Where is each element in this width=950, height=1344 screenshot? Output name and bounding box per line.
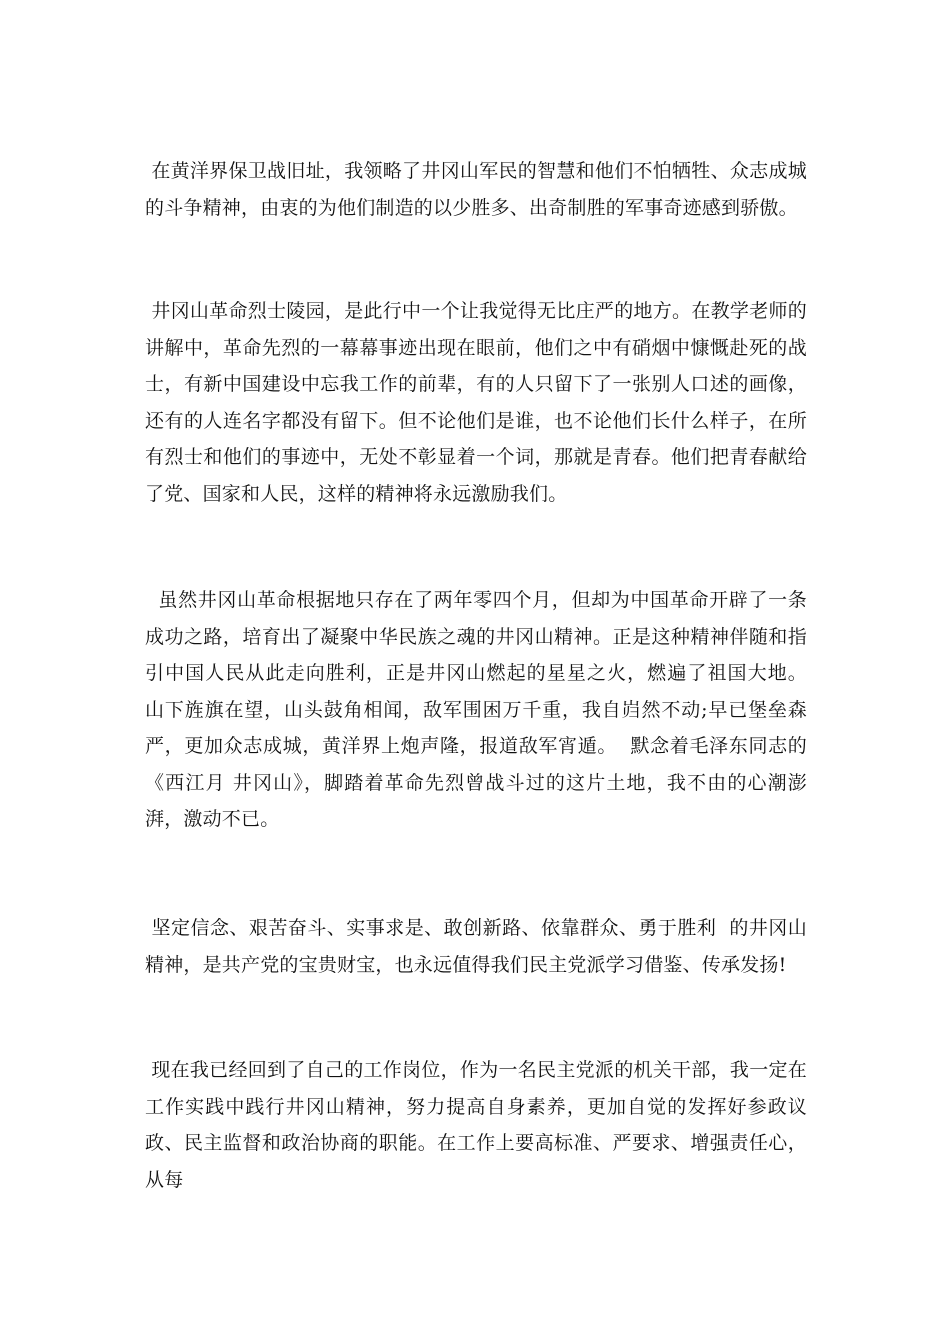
paragraph-revolutionary-base: 虽然井冈山革命根据地只存在了两年零四个月，但却为中国革命开辟了一条成功之路，培育出了凝聚中华民族之魂的井冈山精神。正是这种精神伴随和指引中国人民从此走向胜利，正是井冈山燃起的星星之火，燃遍了祖国大地。 山下旌旗在望，山头鼓角相闻，敌军围困万千重，我自岿然不动;早已堡垒森严，更加众志成城，黄洋界上炮声隆，报道敌军宵遁。 默念着毛泽东同志的《西江月 井冈山》，脚踏着革命先烈曾战斗过的这片土地，我不由的心潮澎湃，激动不已。 <box>145 589 820 830</box>
paragraph-jinggangshan-spirit: 坚定信念、艰苦奋斗、实事求是、敢创新路、依靠群众、勇于胜利 的井冈山精神，是共产党的宝贵财宝，也永远值得我们民主党派学习借鉴、传承发扬! <box>145 917 807 976</box>
paragraph-work-commitment: 现在我已经回到了自己的工作岗位，作为一名民主党派的机关干部，我一定在工作实践中践行井冈山精神，努力提高自身素养，更加自觉的发挥好参政议政、民主监督和政治协商的职能。在工作上要高标准、严要求、增强责任心，从每 <box>145 1059 807 1191</box>
paragraph-huangyangjie: 在黄洋界保卫战旧址，我领略了井冈山军民的智慧和他们不怕牺牲、众志成城的斗争精神，由衷的为他们制造的以少胜多、出奇制胜的军事奇迹感到骄傲。 <box>145 160 807 219</box>
paragraph-martyrs-cemetery: 井冈山革命烈士陵园，是此行中一个让我觉得无比庄严的地方。在教学老师的讲解中，革命先烈的一幕幕事迹出现在眼前，他们之中有硝烟中慷慨赴死的战士，有新中国建设中忘我工作的前辈，有的人只留下了一张别人口述的画像，还有的人连名字都没有留下。但不论他们是谁，也不论他们长什么样子，在所有烈士和他们的事迹中，无处不彰显着一个词，那就是青春。他们把青春献给了党、国家和人民，这样的精神将永远激励我们。 <box>145 300 807 505</box>
